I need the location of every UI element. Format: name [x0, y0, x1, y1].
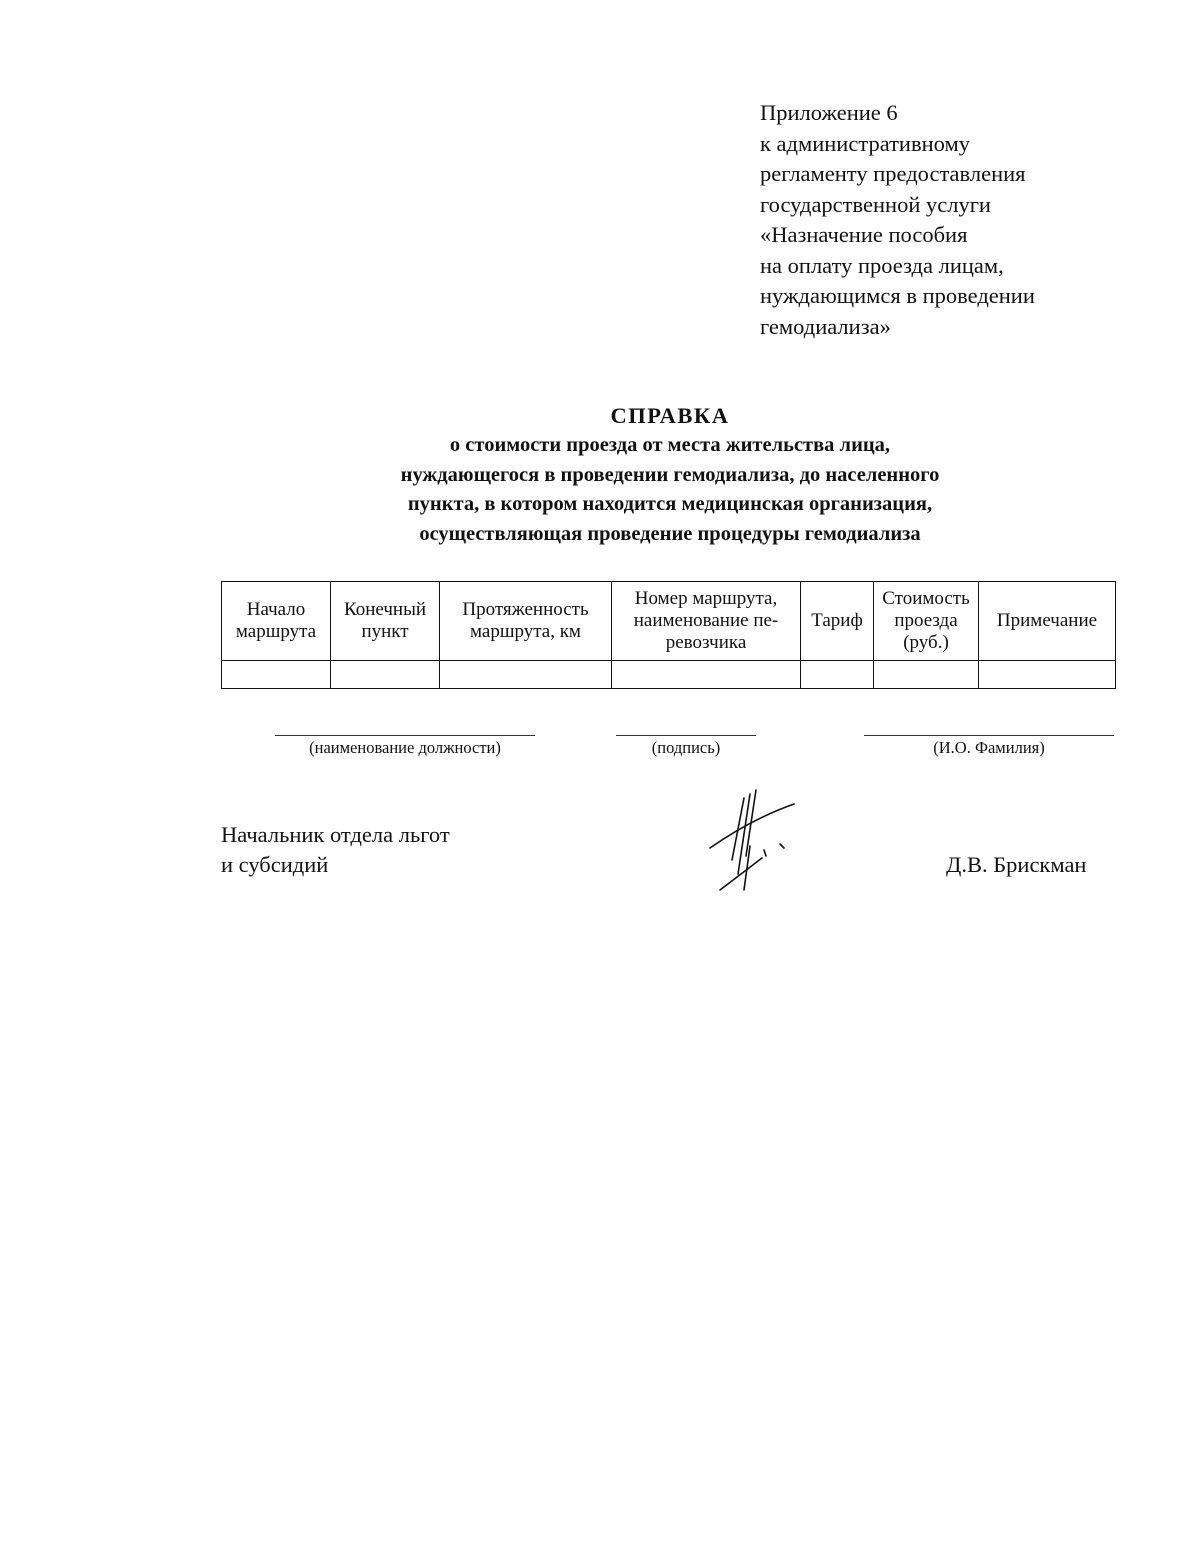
- signature-line: [616, 735, 756, 736]
- header-text: Тариф: [811, 610, 863, 631]
- header-text: Начало: [246, 599, 306, 620]
- route-cost-table: [221, 581, 1116, 689]
- header-text: Протяженность: [462, 599, 589, 620]
- header-text: Примечание: [996, 610, 1098, 631]
- column-header-route-length: [440, 582, 612, 661]
- name-caption: (И.О. Фамилия): [933, 738, 1045, 757]
- column-header-route-number-carrier: [612, 582, 801, 661]
- column-header-route-start: [222, 582, 331, 661]
- column-header-end-point: [331, 582, 440, 661]
- header-text: Номер маршрута,: [634, 588, 778, 609]
- table-cell: [979, 661, 1116, 689]
- header-text: ревозчика: [665, 632, 747, 653]
- appendix-line: к административному: [760, 130, 970, 156]
- header-text: наименование пе-: [633, 610, 779, 631]
- header-text: Конечный: [343, 599, 426, 620]
- table-row: [222, 661, 1116, 689]
- document-subtitle-line: осуществляющая проведение процедуры гемодиализа: [419, 522, 921, 545]
- column-header-tariff: [801, 582, 874, 661]
- handwritten-signature: [700, 786, 820, 898]
- table-cell: [331, 661, 440, 689]
- document-subtitle-line: нуждающегося в проведении гемодиализа, до населенного: [400, 463, 940, 486]
- signatory-name: Д.В. Брискман: [946, 852, 1087, 877]
- column-header-note: [979, 582, 1116, 661]
- appendix-line: «Назначение пособия: [760, 222, 968, 247]
- header-text: проезда: [894, 610, 958, 631]
- table-cell: [440, 661, 612, 689]
- signatory-position-line: Начальник отдела льгот: [221, 822, 450, 847]
- table-cell: [222, 661, 331, 689]
- table-cell: [801, 661, 874, 689]
- document-subtitle-line: о стоимости проезда от места жительства лица,: [449, 434, 891, 456]
- position-signature-line: [275, 735, 535, 736]
- appendix-block: [760, 98, 1035, 342]
- signatory-position: [221, 820, 450, 880]
- table-header-row: [222, 582, 1116, 661]
- header-text: пункт: [361, 621, 409, 642]
- header-text: Стоимость: [882, 588, 970, 609]
- header-text: маршрута, км: [470, 621, 581, 642]
- appendix-line: на оплату проезда лицам,: [760, 252, 1004, 278]
- appendix-line: гемодиализа»: [760, 313, 891, 339]
- header-text: маршрута: [235, 621, 317, 642]
- signature-caption: (подпись): [651, 738, 721, 757]
- appendix-line: государственной услуги: [760, 191, 991, 217]
- document-title-block: [160, 401, 1180, 549]
- document-title: СПРАВКА: [610, 403, 730, 428]
- table-cell: [612, 661, 801, 689]
- appendix-line: нуждающимся в проведении: [760, 283, 1035, 308]
- table-cell: [874, 661, 979, 689]
- column-header-fare-cost: [874, 582, 979, 661]
- document-subtitle-line: пункта, в котором находится медицинская организация,: [407, 493, 933, 515]
- position-caption: (наименование должности): [309, 738, 501, 757]
- name-signature-line: [864, 735, 1114, 736]
- header-text: (руб.): [903, 632, 949, 653]
- appendix-line: регламенту предоставления: [760, 161, 1026, 186]
- signatory-position-line: и субсидий: [221, 852, 329, 877]
- appendix-line: Приложение 6: [760, 100, 898, 125]
